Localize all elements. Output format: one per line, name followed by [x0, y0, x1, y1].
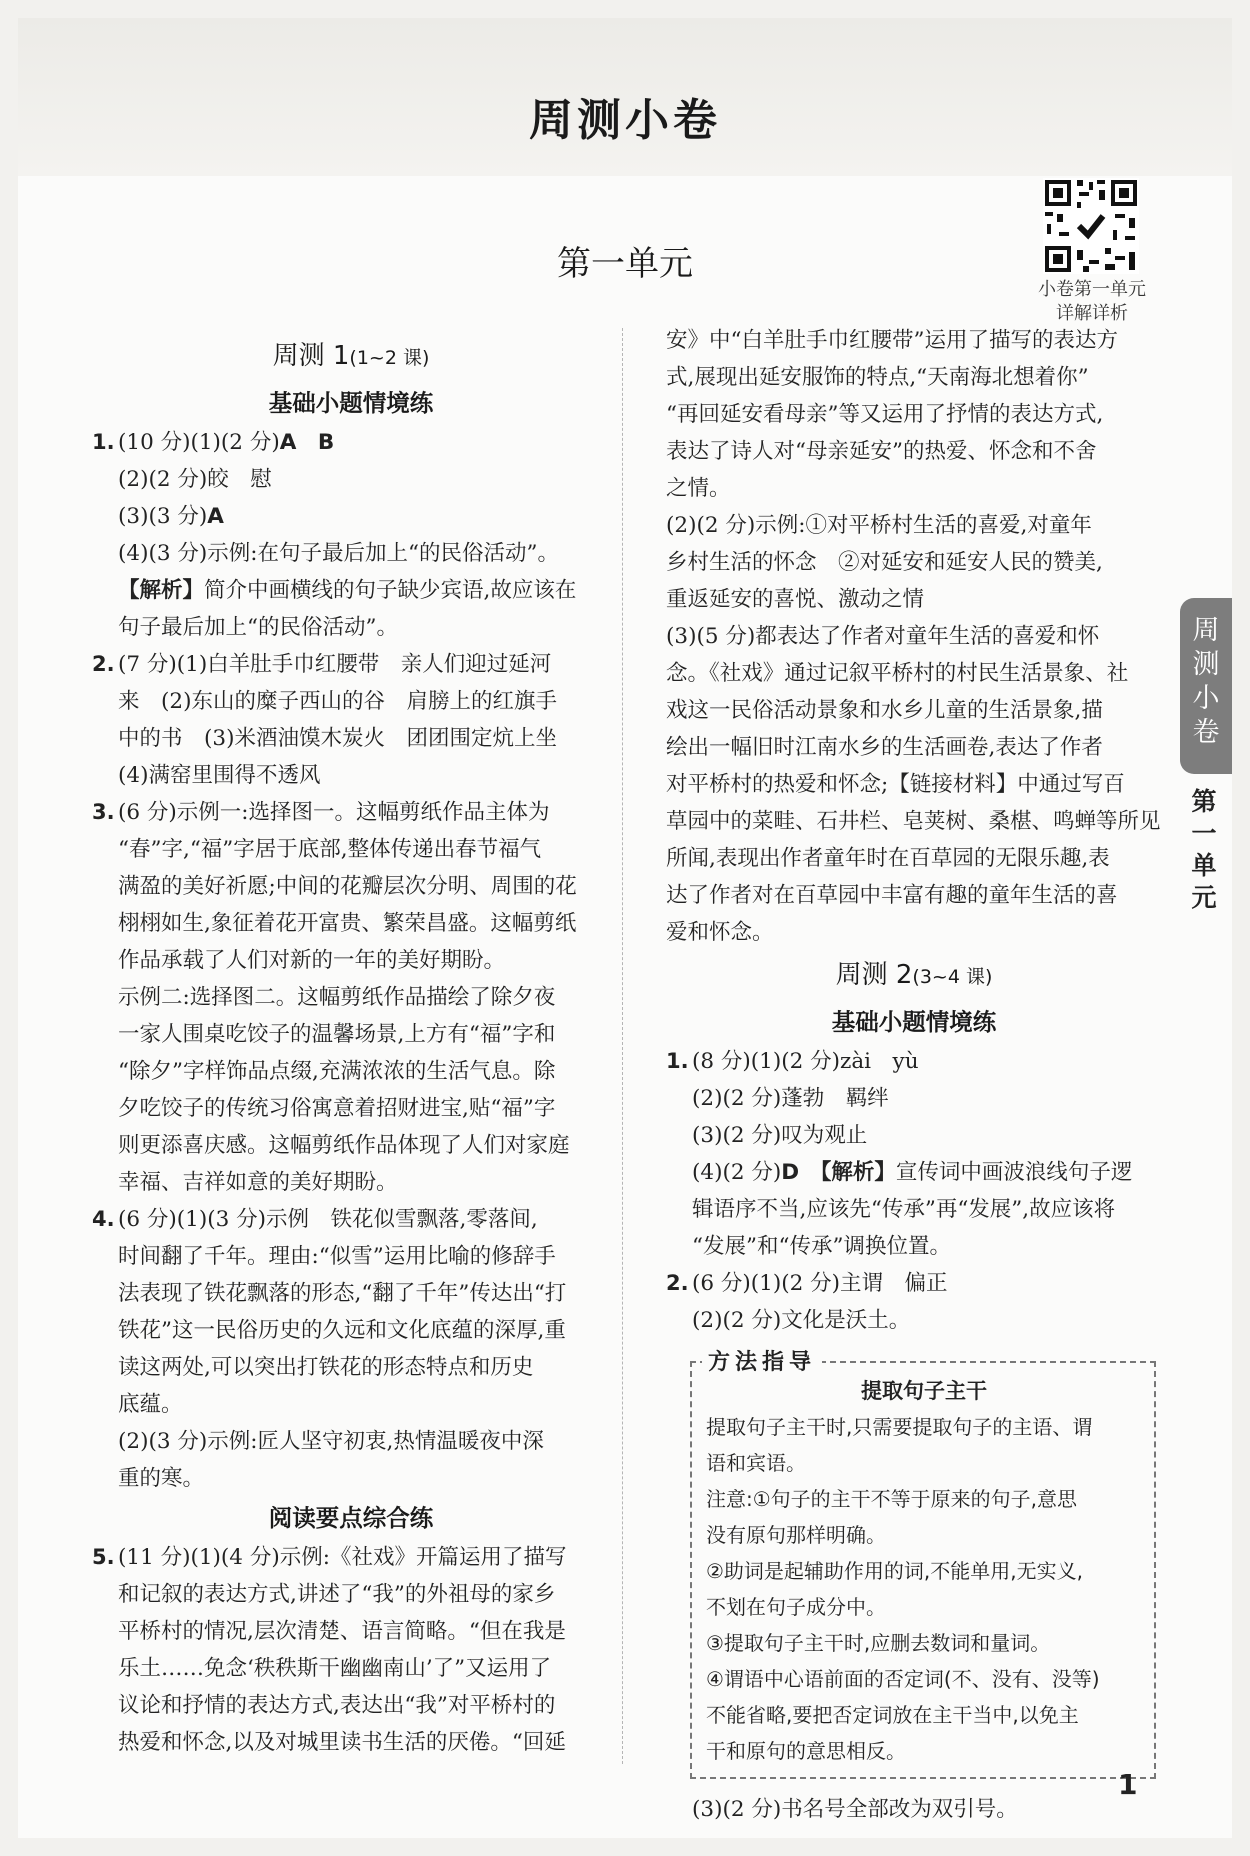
- test2-subtitle: (3~4 课): [912, 966, 993, 988]
- question-2: [666, 1265, 1162, 1339]
- analysis-text: 宣传词中画波浪线句子逻: [895, 1160, 1133, 1185]
- answer-line: (8 分)(1)(2 分)zài yù: [692, 1049, 919, 1074]
- answer-line: [692, 1154, 1162, 1191]
- answer-line: 读这两处,可以突出打铁花的形态特点和历史: [118, 1355, 534, 1380]
- test1-title: [92, 332, 610, 382]
- question-number: 1.: [92, 430, 115, 454]
- answer-line: (3)(2 分)书名号全部改为双引号。: [692, 1797, 1018, 1822]
- analysis-tag: 【解析】: [118, 578, 205, 603]
- answer-line: 乐土……免念‘秩秩斯干幽幽南山’了”又运用了: [118, 1656, 552, 1681]
- answer-line: 满盈的美好祈愿;中间的花瓣层次分明、周围的花: [118, 874, 577, 899]
- answer-line: 乡村生活的怀念 ②对延安和延安人民的赞美,: [666, 550, 1103, 575]
- basic-section-title-2: 基础小题情境练: [831, 1008, 997, 1036]
- method-line: 注意:①句子的主干不等于原来的句子,意思: [706, 1487, 1078, 1511]
- answer-line: 示例二:选择图二。这幅剪纸作品描绘了除夕夜: [118, 985, 556, 1010]
- qr-caption-line1: 小卷第一单元: [1038, 279, 1146, 300]
- unit-title: 第一单元: [557, 244, 693, 284]
- column-divider: [622, 328, 623, 1764]
- answer-line: “再回延安看母亲”等又运用了抒情的表达方式,: [666, 402, 1104, 427]
- analysis-line: 辑语序不当,应该先“传承”再“发展”,故应该将: [692, 1197, 1116, 1222]
- analysis-tag: 【解析】: [820, 1160, 896, 1185]
- answer-line: 则更添喜庆感。这幅剪纸作品体现了人们对家庭: [118, 1133, 570, 1158]
- question-4: [92, 1201, 610, 1497]
- answer-line: 戏这一民俗活动景象和水乡儿童的生活景象,描: [666, 698, 1103, 723]
- answer-line: 一家人围桌吃饺子的温馨场景,上方有“福”字和: [118, 1022, 556, 1047]
- answer-line: [118, 424, 610, 461]
- basic-section-title: 基础小题情境练: [268, 389, 434, 417]
- answer-choice: A B: [279, 430, 335, 455]
- right-column: [666, 322, 1162, 1828]
- answer-line: [118, 498, 610, 535]
- answer-line: 重的寒。: [118, 1466, 205, 1491]
- question-2-part-3: [666, 1791, 1162, 1828]
- answer-line: 议论和抒情的表达方式,表达出“我”对平桥村的: [118, 1693, 556, 1718]
- answer-choice: D: [781, 1160, 800, 1185]
- analysis-line: [118, 572, 610, 609]
- question-1: [92, 424, 610, 646]
- method-line: ④谓语中心语前面的否定词(不、没有、没等): [706, 1667, 1100, 1691]
- answer-line: “春”字,“福”字居于底部,整体传递出春节福气: [118, 837, 542, 862]
- question-number: 4.: [92, 1207, 115, 1231]
- answer-line: (6 分)(1)(2 分)主谓 偏正: [692, 1271, 948, 1296]
- answer-line: 时间翻了千年。理由:“似雪”运用比喻的修辞手: [118, 1244, 556, 1269]
- method-line: 没有原句那样明确。: [706, 1523, 886, 1547]
- answer-choice: A: [207, 504, 224, 529]
- answer-line: “除夕”字样饰品点缀,充满浓浓的生活气息。除: [118, 1059, 556, 1084]
- answer-text: (10 分)(1)(2 分): [118, 430, 280, 455]
- side-tab-label: 周测小卷: [1192, 615, 1220, 748]
- answer-line: (2)(3 分)示例:匠人坚守初衷,热情温暖夜中深: [118, 1429, 544, 1454]
- method-line: 干和原句的意思相反。: [706, 1739, 906, 1763]
- answer-line: 栩栩如生,象征着花开富贵、繁荣昌盛。这幅剪纸: [118, 911, 577, 936]
- answer-line: 和记叙的表达方式,讲述了“我”的外祖母的家乡: [118, 1582, 556, 1607]
- side-unit-label: 第一单元: [1191, 787, 1217, 912]
- answer-line: (4)满窑里围得不透风: [118, 763, 321, 788]
- method-guide-box: [690, 1350, 1156, 1779]
- question-number: 2.: [666, 1271, 689, 1295]
- question-5: [92, 1539, 610, 1761]
- answer-line: 重返延安的喜悦、激动之情: [666, 587, 925, 612]
- answer-line: (3)(2 分)叹为观止: [692, 1123, 868, 1148]
- answer-line: 爱和怀念。: [666, 920, 774, 945]
- answer-line: 来 (2)东山的糜子西山的谷 肩膀上的红旗手: [118, 689, 557, 714]
- analysis-line: 句子最后加上“的民俗活动”。: [118, 615, 398, 640]
- page-title: 周测小卷: [529, 95, 721, 146]
- answer-line: 表达了诗人对“母亲延安”的热爱、怀念和不舍: [666, 439, 1097, 464]
- answer-text: (3)(3 分): [118, 504, 208, 529]
- side-tab[interactable]: [1180, 598, 1232, 774]
- answer-line: (4)(3 分)示例:在句子最后加上“的民俗活动”。: [118, 541, 559, 566]
- question-number: 3.: [92, 800, 115, 824]
- answer-line: 绘出一幅旧时江南水乡的生活画卷,表达了作者: [666, 735, 1103, 760]
- answer-line: 念。《社戏》通过记叙平桥村的村民生活景象、社: [666, 661, 1129, 686]
- answer-line: (3)(5 分)都表达了作者对童年生活的喜爱和怀: [666, 624, 1100, 649]
- answer-line: 草园中的菜畦、石井栏、皂荚树、桑椹、鸣蝉等所见: [666, 809, 1161, 834]
- question-number: 2.: [92, 652, 115, 676]
- qr-code-icon[interactable]: [1043, 178, 1139, 274]
- answer-line: 法表现了铁花飘落的形态,“翻了千年”传达出“打: [118, 1281, 567, 1306]
- answer-line: (2)(2 分)蓬勃 羁绊: [692, 1086, 889, 1111]
- method-line: ③提取句子主干时,应删去数词和量词。: [706, 1631, 1051, 1655]
- answer-line: (2)(2 分)文化是沃土。: [692, 1308, 911, 1333]
- answer-text: (4)(2 分): [692, 1160, 782, 1185]
- test1-subtitle: (1~2 课): [349, 347, 430, 369]
- method-line: ②助词是起辅助作用的词,不能单用,无实义,: [706, 1559, 1084, 1583]
- question-3: [92, 794, 610, 1201]
- answer-line: 中的书 (3)米酒油馍木炭火 团团围定炕上坐: [118, 726, 557, 751]
- answer-line: 安》中“白羊肚手巾红腰带”运用了描写的表达方: [666, 328, 1118, 353]
- question-number: 1.: [666, 1049, 689, 1073]
- answer-line: 之情。: [666, 476, 731, 501]
- method-line: 语和宾语。: [706, 1451, 806, 1475]
- reading-section-title: 阅读要点综合练: [268, 1504, 434, 1532]
- test2-title-text: 周测 2: [835, 960, 913, 990]
- answer-line: 达了作者对在百草园中丰富有趣的童年生活的喜: [666, 883, 1118, 908]
- answer-line: (6 分)(1)(3 分)示例 铁花似雪飘落,零落间,: [118, 1207, 538, 1232]
- question-number: 5.: [92, 1545, 115, 1569]
- left-column: [92, 332, 610, 1761]
- analysis-text: 简介中画横线的句子缺少宾语,故应该在: [204, 578, 577, 603]
- answer-line: 作品承载了人们对新的一年的美好期盼。: [118, 948, 506, 973]
- test2-title: [666, 951, 1162, 1001]
- answer-line: 幸福、吉祥如意的美好期盼。: [118, 1170, 398, 1195]
- answer-line: (2)(2 分)皎 慰: [118, 467, 272, 492]
- answer-line: (6 分)示例一:选择图一。这幅剪纸作品主体为: [118, 800, 550, 825]
- question-5-continued: [666, 322, 1162, 951]
- answer-line: 式,展现出延安服饰的特点,“天南海北想着你”: [666, 365, 1089, 390]
- answer-line: 对平桥村的热爱和怀念;【链接材料】中通过写百: [666, 772, 1125, 797]
- question-2: [92, 646, 610, 794]
- answer-line: 底蕴。: [118, 1392, 183, 1417]
- question-1: [666, 1043, 1162, 1265]
- method-line: 不能省略,要把否定词放在主干当中,以免主: [706, 1703, 1079, 1727]
- answer-line: (7 分)(1)白羊肚手巾红腰带 亲人们迎过延河: [118, 652, 552, 677]
- answer-line: 平桥村的情况,层次清楚、语言简略。“但在我是: [118, 1619, 566, 1644]
- answer-line: 热爱和怀念,以及对城里读书生活的厌倦。“回延: [118, 1730, 566, 1755]
- answer-line: 夕吃饺子的传统习俗寓意着招财进宝,贴“福”字: [118, 1096, 556, 1121]
- method-guide-label: 方法指导: [702, 1345, 822, 1381]
- answer-line: 铁花”这一民俗历史的久远和文化底蕴的深厚,重: [118, 1318, 566, 1343]
- page-number: 1: [1118, 1768, 1138, 1801]
- qr-caption-line2: 详解详析: [1056, 303, 1128, 324]
- answer-line: (11 分)(1)(4 分)示例:《社戏》开篇运用了描写: [118, 1545, 567, 1570]
- answer-line: 所闻,表现出作者童年时在百草园的无限乐趣,表: [666, 846, 1110, 871]
- method-line: 提取句子主干时,只需要提取句子的主语、谓: [706, 1415, 1093, 1439]
- answer-line: (2)(2 分)示例:①对平桥村生活的喜爱,对童年: [666, 513, 1092, 538]
- method-guide-title: 提取句子主干: [861, 1379, 987, 1403]
- analysis-line: “发展”和“传承”调换位置。: [692, 1234, 951, 1259]
- method-line: 不划在句子成分中。: [706, 1595, 886, 1619]
- qr-caption: [1014, 278, 1170, 326]
- test1-title-text: 周测 1: [272, 341, 350, 371]
